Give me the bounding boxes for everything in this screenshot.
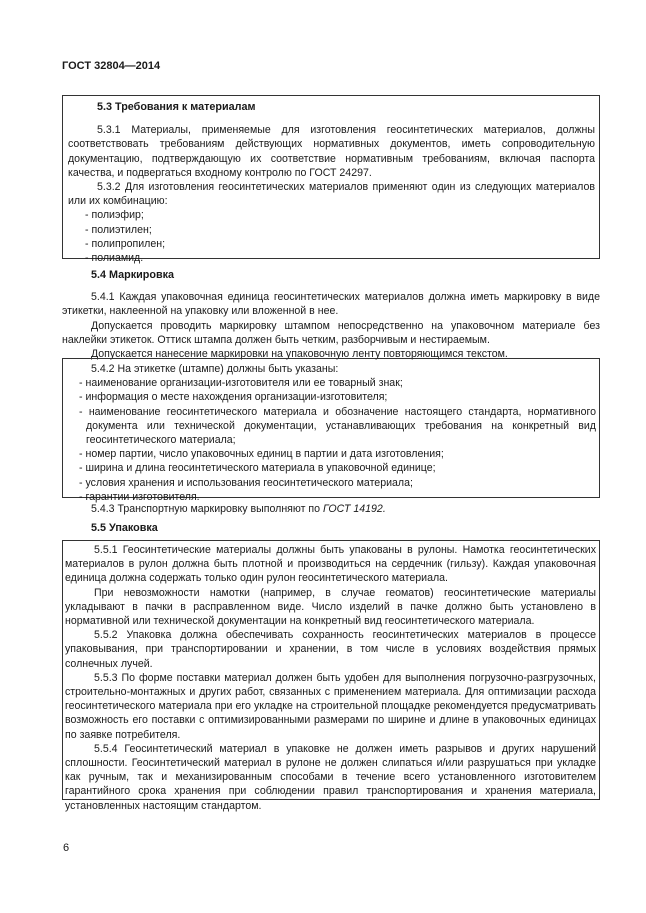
paragraph-5-4-1-b: Допускается проводить маркировку штампом непосредственно на упаковочном материале без наклейки этикеток. Оттиск штампа должен быть четким, разборчивым и нестираемым. (62, 319, 600, 346)
paragraph-5-4-3-text: 5.4.3 Транспортную маркировку выполняют по (91, 503, 323, 515)
paragraph-5-4-3 (62, 502, 600, 516)
label-item: - информация о месте нахождения организации-изготовителя; (79, 391, 388, 404)
label-item: - ширина и длина геосинтетического материала в упаковочной единице; (79, 462, 436, 475)
section-5-3 (68, 100, 595, 265)
page-number: 6 (63, 842, 70, 854)
material-item: - полиэтилен; (85, 223, 152, 236)
section-5-5-heading-wrap (62, 521, 600, 535)
section-5-3-heading: 5.3 Требования к материалам (97, 101, 256, 113)
label-item: - условия хранения и использования геосинтетического материала; (79, 476, 413, 489)
label-item: - наименование организации-изготовителя или ее товарный знак; (79, 377, 403, 390)
document-header: ГОСТ 32804—2014 (62, 60, 161, 72)
paragraph-5-3-2: 5.3.2 Для изготовления геосинтетических материалов применяют один из следующих материалов или их комбинацию: (68, 181, 595, 208)
label-item: - наименование геосинтетического материала и обозначение настоящего стандарта, нормативного документа или технической документации, устанавливающих требования на конкретный вид геосинтетического материала; (79, 405, 596, 447)
label-item: - номер партии, число упаковочных единиц в партии и дата изготовления; (79, 448, 444, 461)
paragraph-5-4-1-c: Допускается нанесение маркировки на упаковочную ленту повторяющимся текстом. (91, 348, 508, 361)
paragraph-5-5-3: 5.5.3 По форме поставки материал должен быть удобен для выполнения погрузочно-разгрузочных, строительно-монтажных и других работ, связанных с применением материала. Для оптимизации расхода геосинтетического материала при его укладке на строительной площадке рекомендуется предусматривать возможность его поставки с оптимизированными размерами по ширине и длине в упаковочных единицах по заявке потребителя. (65, 671, 596, 741)
gost-reference: ГОСТ 14192. (323, 503, 386, 515)
paragraph-5-5-2: 5.5.2 Упаковка должна обеспечивать сохранность геосинтетических материалов в процессе упаковывания, при транспортировании и хранении, в том числе в условиях воздействия прямых солнечных лучей. (65, 629, 596, 670)
paragraph-5-5-4: 5.5.4 Геосинтетический материал в упаковке не должен иметь разрывов и других нарушений сплошности. Геосинтетический материал в рулоне не должен слипаться и/или разрушаться при укладке как ручным, так и механизированным способами в течение всего установленного изготовителем гарантийного срока хранения при соблюдении правил транспортирования и хранения материала, установленных настоящим стандартом. (65, 742, 596, 812)
paragraph-5-3-1: 5.3.1 Материалы, применяемые для изготовления геосинтетических материалов, должны соответствовать требованиям действующих нормативных документов, иметь сопроводительную документацию, подтверждающую их соответствие нормативным требованиям, включая паспорта качества, и подвергаться входному контролю по ГОСТ 24297. (68, 124, 595, 179)
material-item: - полиамид. (85, 252, 144, 265)
material-item: - полиэфир; (85, 209, 144, 222)
paragraph-5-4-2: 5.4.2 На этикетке (штампе) должны быть указаны: (91, 363, 339, 375)
section-5-4-heading: 5.4 Маркировка (91, 269, 175, 281)
paragraph-5-4-1: 5.4.1 Каждая упаковочная единица геосинтетических материалов должна иметь маркировку в виде этикетки, наклеенной на упаковку или вложенной в нее. (62, 291, 600, 318)
section-5-4 (62, 268, 600, 361)
section-5-5-heading: 5.5 Упаковка (91, 522, 158, 534)
paragraph-5-5-1: 5.5.1 Геосинтетические материалы должны быть упакованы в рулоны. Намотка геосинтетических материалов в рулон должна быть плотной и производиться на сердечник (гильзу). Каждая упаковочная единица должна содержать только один рулон геосинтетического материала. (65, 544, 596, 585)
section-5-5 (65, 543, 596, 813)
label-item: - гарантии изготовителя. (79, 490, 200, 503)
material-item: - полипропилен; (85, 237, 166, 250)
paragraph-5-5-1-b: При невозможности намотки (например, в случае геоматов) геосинтетические материалы укладывают в пачки в расправленном виде. Число изделий в пачке должно быть установлено в нормативной или технической документации на конкретный вид геосинтетического материала. (65, 586, 596, 628)
section-5-4-2 (62, 362, 596, 504)
